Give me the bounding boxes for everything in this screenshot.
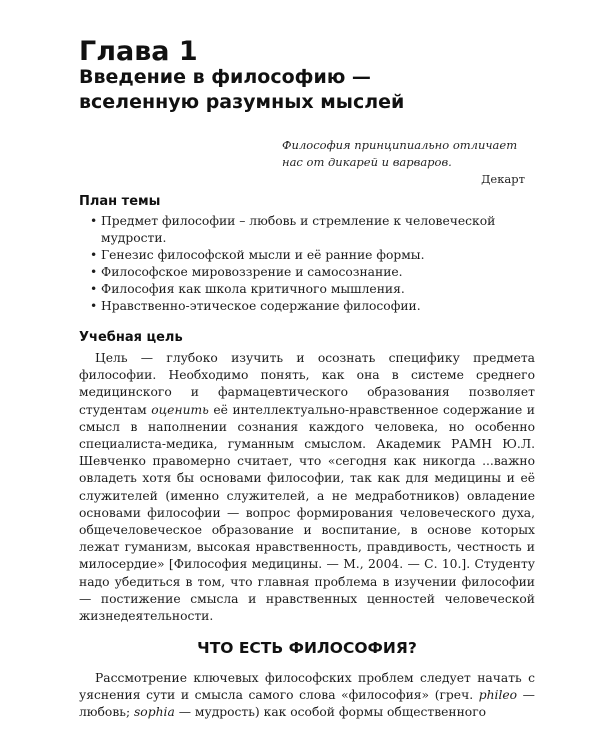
goal-heading: Учебная цель xyxy=(79,330,183,345)
plan-item: • Философия как школа критичного мышления. xyxy=(90,281,540,298)
chapter-title-line-1: Введение в философию — xyxy=(79,66,371,88)
chapter-title-line-2: вселенную разумных мыслей xyxy=(79,91,405,113)
epigraph-author: Декарт xyxy=(481,172,525,186)
section-title: ЧТО ЕСТЬ ФИЛОСОФИЯ? xyxy=(197,639,417,657)
greek-term-sophia: sophia xyxy=(134,705,175,720)
goal-text-1: Цель — глубоко изучить и осознать специфику предмета философии. Необходимо понять, как она в системе среднего медицинского и фармацевтического образования позволяет студентам xyxy=(79,351,535,417)
goal-text-2: её интеллектуально-нравственное содержание и смысл в наполнении сознания каждого человека, но особенно специалиста-медика, гуманным смыслом. Академик РАМН Ю.Л. Шевченко правомерно считает, что «сегодня как никогда ...важно овладеть хотя бы основами философии, так как для медицины и её служителей (именно служителей, а не медработников) овладение основами философии — вопрос формирования человеческого духа, общечеловеческое образование и воспитание, в основе которых лежат гуманизм, высокая нравственность, правдивость, честность и милосердие» [Философия медицины. — М., 2004. — С. 10.]. Студенту надо убедиться в том, что главная проблема в изучении философии — постижение смысла и нравственных ценностей человеческой жизнедеятельности. xyxy=(79,402,536,624)
section-text-1: Рассмотрение ключевых философских проблем следует начать с уяснения сути и смысла самого слова «философия» (греч. xyxy=(79,671,535,703)
section-text-3: — мудрость) как особой формы общественного xyxy=(174,705,487,720)
plan-item: • Философское мировоззрение и самосознание. xyxy=(90,264,540,281)
chapter-number: Глава 1 xyxy=(79,36,198,67)
plan-heading: План темы xyxy=(79,194,161,209)
greek-term-phileo: phileo xyxy=(478,688,518,703)
plan-item: • Нравственно-этическое содержание философии. xyxy=(90,298,540,315)
section-text-2: — любовь; xyxy=(79,688,535,720)
section-paragraph xyxy=(79,670,535,722)
epigraph-quote: Философия принципиально отличает нас от дикарей и варваров. xyxy=(282,138,518,169)
goal-paragraph xyxy=(79,350,535,625)
plan-list xyxy=(90,213,540,315)
chapter-title xyxy=(79,65,404,115)
plan-item: • Генезис философской мысли и её ранние формы. xyxy=(90,247,540,264)
plan-item: • Предмет философии – любовь и стремление к человеческой мудрости. xyxy=(90,213,540,247)
goal-emphasis: оценить xyxy=(151,402,209,417)
